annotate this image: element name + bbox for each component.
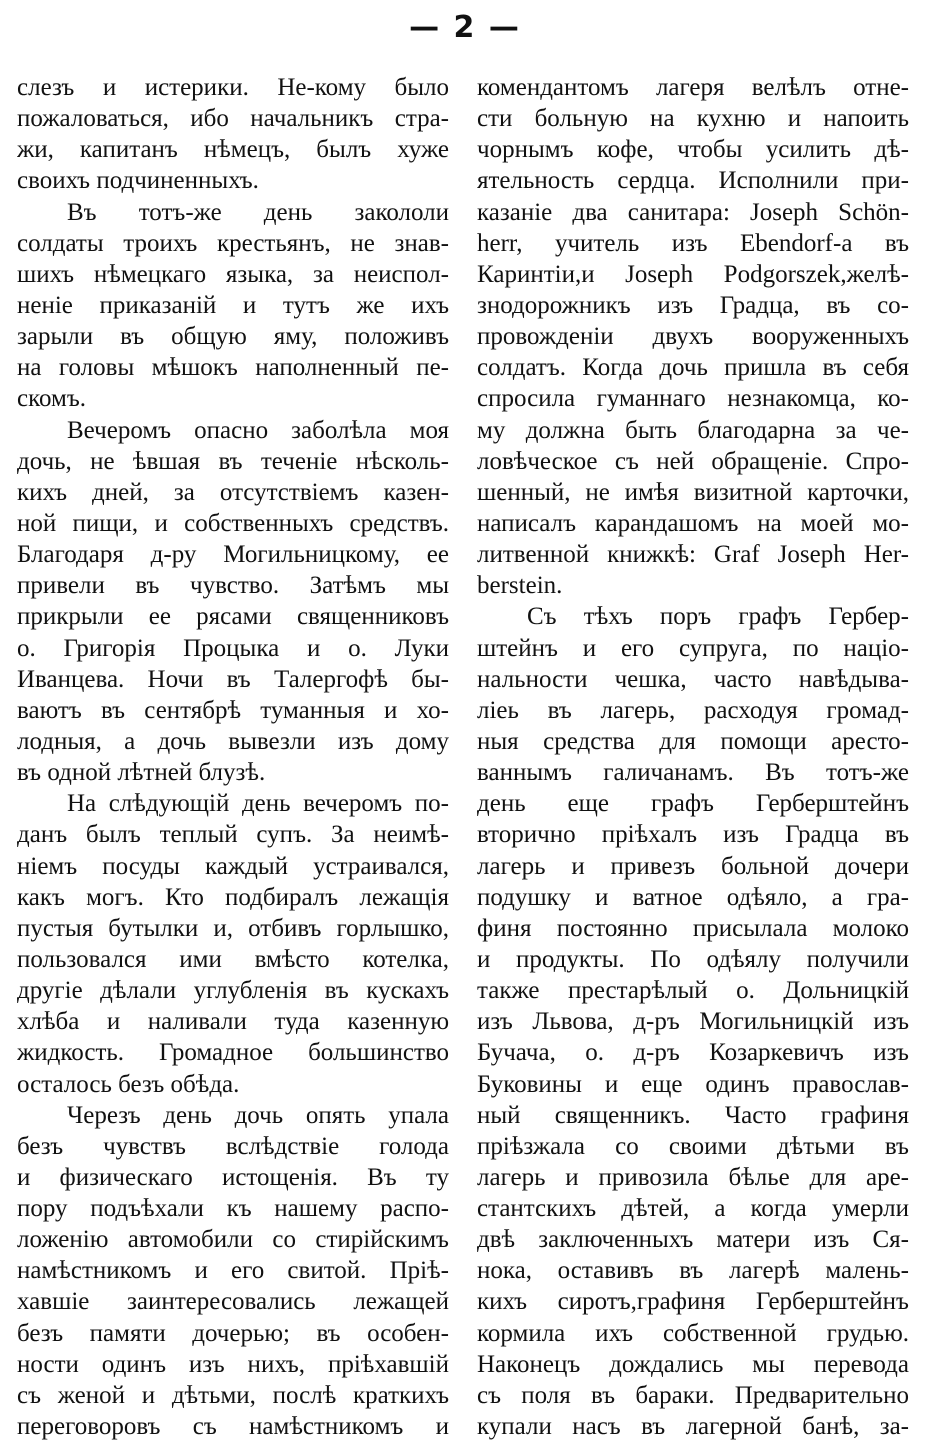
text-line: жи, капитанъ нѣмецъ, былъ хуже — [17, 136, 449, 164]
right-column — [477, 72, 909, 1442]
text-line: также престарѣлый о. Дольницкій — [477, 977, 909, 1005]
text-line: комендантомъ лагеря велѣлъ отне- — [477, 74, 909, 101]
text-line: скомъ. — [17, 385, 86, 413]
text-line: какъ могъ. Кто подбиралъ лежащія — [17, 883, 449, 911]
text-line: хавшіе заинтересовались лежащей — [17, 1288, 449, 1316]
text-line: спросила гуманнаго незнакомца, ко- — [477, 385, 909, 413]
text-line: Каринтіи,и Joseph Podgorszek,желѣ- — [477, 260, 909, 288]
text-line: вторично пріѣхалъ изъ Градца въ — [477, 821, 909, 849]
text-line: съ поля въ бараки. Предварительно — [477, 1381, 909, 1409]
text-line: лагерь и привозила бѣлье для аре- — [477, 1163, 909, 1191]
text-line: Съ тѣхъ поръ графъ Гербер- — [527, 603, 909, 631]
text-line: ніемъ посуды каждый устраивался, — [17, 852, 449, 880]
text-line: ной пищи, и собственныхъ средствъ. — [17, 509, 449, 537]
text-line: Буковины и еще одинъ православ- — [477, 1070, 909, 1098]
text-line: сти больную на кухню и напоить — [477, 105, 909, 133]
text-line: неніе приказаній и тутъ же ихъ — [17, 291, 449, 319]
text-line: чорнымъ кофе, чтобы усилить дѣ- — [477, 136, 909, 164]
text-line: написалъ карандашомъ на моей мо- — [477, 509, 909, 537]
text-line: шенный, не имѣя визитной карточки, — [477, 478, 909, 506]
text-line: кихъ сиротъ,графиня Герберштейнъ — [477, 1288, 909, 1316]
text-line: подушку и ватное одѣяло, а гра- — [477, 883, 909, 911]
text-line: ваютъ въ сентябрѣ туманныя и хо- — [17, 696, 449, 724]
text-line: жидкость. Громадное большинство — [17, 1039, 449, 1067]
text-line: и физическаго истощенія. Въ ту — [17, 1163, 449, 1191]
text-line: купали насъ въ лагерной банѣ, за- — [477, 1413, 909, 1441]
text-line: нока, оставивъ въ лагерѣ малень- — [477, 1257, 909, 1285]
text-line: другіе дѣлали углубленія въ кускахъ — [17, 977, 449, 1005]
text-line: пожаловаться, ибо начальникъ стра- — [17, 105, 449, 133]
text-line: Вечеромъ опасно заболѣла моя — [67, 416, 449, 444]
text-line: солдаты троихъ крестьянъ, не знав- — [17, 229, 449, 257]
text-line: зарыли въ общую яму, положивъ — [17, 323, 449, 351]
text-line: ный священникъ. Часто графиня — [477, 1101, 909, 1129]
text-line: литвенной книжкѣ: Graf Joseph Her- — [477, 541, 909, 569]
text-line: ныя средства для помощи аресто- — [477, 727, 909, 755]
text-line: Въ тотъ-же день закололи — [67, 198, 449, 226]
text-line: ліеь въ лагерь, расходуя громад- — [477, 696, 909, 724]
text-line: и продукты. По одѣялу получили — [477, 945, 909, 973]
text-line: безъ памяти дочерью; въ особен- — [17, 1319, 449, 1347]
text-line: прикрыли ее рясами священниковъ — [17, 603, 449, 631]
text-line: Благодаря д-ру Могильницкому, ее — [17, 541, 449, 569]
text-line: данъ былъ теплый супъ. За неимѣ- — [17, 821, 449, 849]
text-line: нальности чешка, часто навѣдыва- — [477, 665, 909, 693]
left-column — [17, 72, 449, 1442]
text-line: дочь, не ѣвшая въ теченіе нѣсколь- — [17, 447, 449, 475]
text-line: лагерь и привезъ больной дочери — [477, 852, 909, 880]
text-line: на головы мѣшокъ наполненный пе- — [17, 354, 449, 382]
text-line: ложенію автомобили со стирійскимъ — [17, 1226, 449, 1254]
text-line: Бучача, о. д-ръ Козаркевичъ изъ — [477, 1039, 909, 1067]
text-line: кихъ дней, за отсутствіемъ казен- — [17, 478, 449, 506]
text-line: привели въ чувство. Затѣмъ мы — [17, 572, 449, 600]
text-line: день еще графъ Герберштейнъ — [477, 790, 909, 818]
text-line: му должна быть благодарна за че- — [477, 416, 909, 444]
text-line: шихъ нѣмецкаго языка, за неиспол- — [17, 260, 449, 288]
text-line: лодныя, а дочь вывезли изъ дому — [17, 727, 449, 755]
text-line: финя постоянно присылала молоко — [477, 914, 909, 942]
text-line: знодорожникъ изъ Градца, въ со- — [477, 291, 909, 319]
text-line: осталось безъ обѣда. — [17, 1070, 240, 1098]
text-line: herr, учитель изъ Ebendorf-а въ — [477, 229, 909, 257]
text-line: солдатъ. Когда дочь пришла въ себя — [477, 354, 909, 382]
text-line: провожденіи двухъ вооруженныхъ — [477, 323, 909, 351]
text-line: своихъ подчиненныхъ. — [17, 167, 259, 195]
text-line: пустыя бутылки и, отбивъ горлышко, — [17, 914, 449, 942]
text-line: слезъ и истерики. Не-кому было — [17, 74, 449, 101]
text-line: о. Григорія Процыка и о. Луки — [17, 634, 449, 662]
text-line: пору подъѣхали къ нашему распо- — [17, 1195, 449, 1223]
text-line: Черезъ день дочь опять упала — [67, 1101, 449, 1129]
text-line: berstein. — [477, 572, 563, 600]
text-line: переговоровъ съ намѣстникомъ и — [17, 1413, 449, 1441]
text-line: ваннымъ галичанамъ. Въ тотъ-же — [477, 759, 909, 787]
text-line: пріѣзжала со своими дѣтьми въ — [477, 1132, 909, 1160]
page-number: — 2 — — [409, 10, 521, 45]
text-line: изъ Львова, д-ръ Могильницкій изъ — [477, 1008, 909, 1036]
text-line: пользовался ими вмѣсто котелка, — [17, 945, 449, 973]
text-line: Наконецъ дождались мы перевода — [477, 1350, 909, 1378]
text-line: стантскихъ дѣтей, а когда умерли — [477, 1195, 909, 1223]
text-line: съ женой и дѣтьми, послѣ краткихъ — [17, 1381, 449, 1409]
text-line: штейнъ и его супруга, по націо- — [477, 634, 909, 662]
text-line: ятельность сердца. Исполнили при- — [477, 167, 909, 195]
text-line: кормила ихъ собственной грудью. — [477, 1319, 909, 1347]
text-line: казаніе два санитара: Joseph Schön- — [477, 198, 909, 226]
text-line: намѣстникомъ и его свитой. Пріѣ- — [17, 1257, 449, 1285]
text-line: безъ чувствъ вслѣдствіе голода — [17, 1132, 449, 1160]
text-line: ловѣческое съ ней обращеніе. Спро- — [477, 447, 909, 475]
text-line: въ одной лѣтней блузѣ. — [17, 759, 266, 787]
text-line: ности одинъ изъ нихъ, пріѣхавшій — [17, 1350, 449, 1378]
text-line: На слѣдующій день вечеромъ по- — [67, 790, 449, 818]
text-line: Иванцева. Ночи въ Талергофѣ бы- — [17, 665, 449, 693]
text-line: хлѣба и наливали туда казенную — [17, 1008, 449, 1036]
text-line: двѣ заключенныхъ матери изъ Ся- — [477, 1226, 909, 1254]
